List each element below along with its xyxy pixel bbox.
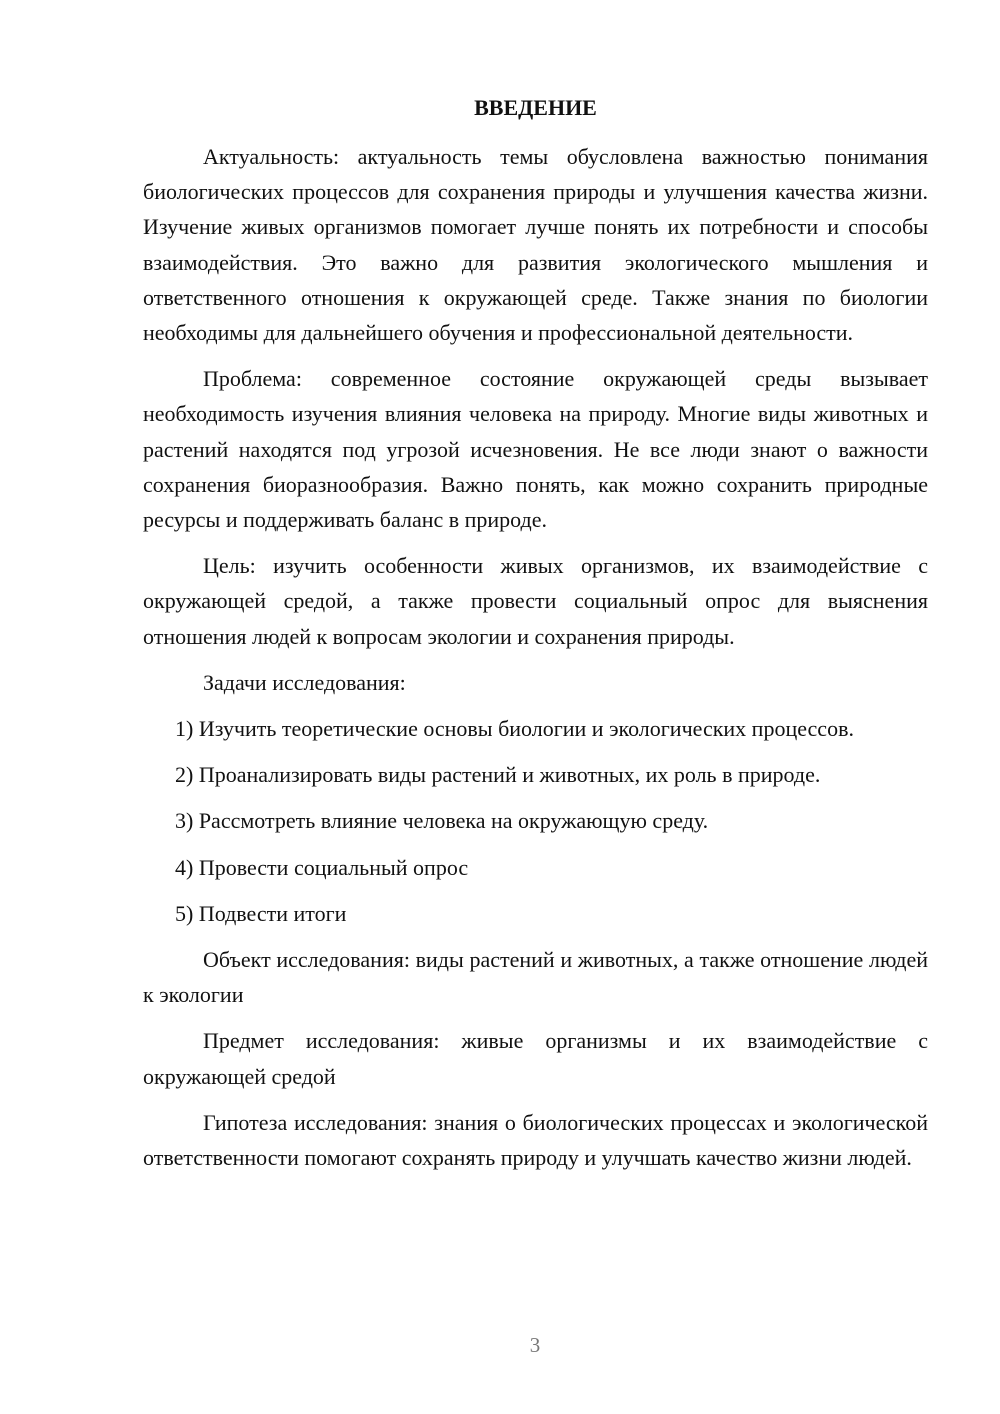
task-item-3: 3) Рассмотреть влияние человека на окружающую среду.	[175, 808, 709, 834]
task-item-2: 2) Проанализировать виды растений и животных, их роль в природе.	[175, 762, 821, 788]
task-item-1: 1) Изучить теоретические основы биологии и экологических процессов.	[175, 716, 854, 742]
paragraph-subject: Предмет исследования: живые организмы и их взаимодействие с окружающей средой	[143, 1028, 928, 1089]
paragraph-relevance: Актуальность: актуальность темы обусловлена важностью понимания биологических процессов для сохранения природы и улучшения качества жизни. Изучение живых организмов помогает лучше понять их потребности и способы взаимодействия. Это важно для развития экологического мышления и ответственного отношения к окружающей среде. Также знания по биологии необходимы для дальнейшего обучения и профессиональной деятельности.	[143, 144, 928, 346]
page-content	[143, 93, 928, 1186]
paragraph-goal: Цель: изучить особенности живых организмов, их взаимодействие с окружающей средой, а также провести социальный опрос для выяснения отношения людей к вопросам экологии и сохранения природы.	[143, 553, 928, 649]
page-title: ВВЕДЕНИЕ	[474, 95, 597, 120]
page-number: 3	[529, 1333, 541, 1357]
paragraph-object: Объект исследования: виды растений и животных, а также отношение людей к экологии	[143, 947, 928, 1008]
task-item-5: 5) Подвести итоги	[175, 900, 347, 926]
paragraph-problem: Проблема: современное состояние окружающей среды вызывает необходимость изучения влияния человека на природу. Многие виды животных и растений находятся под угрозой исчезновения. Не все люди знают о важности сохранения биоразнообразия. Важно понять, как можно сохранить природные ресурсы и поддерживать баланс в природе.	[143, 366, 928, 533]
tasks-heading: Задачи исследования:	[203, 669, 406, 695]
paragraph-hypothesis: Гипотеза исследования: знания о биологических процессах и экологической ответственности помогают сохранять природу и улучшать качество жизни людей.	[143, 1109, 928, 1171]
task-item-4: 4) Провести социальный опрос	[175, 854, 469, 880]
